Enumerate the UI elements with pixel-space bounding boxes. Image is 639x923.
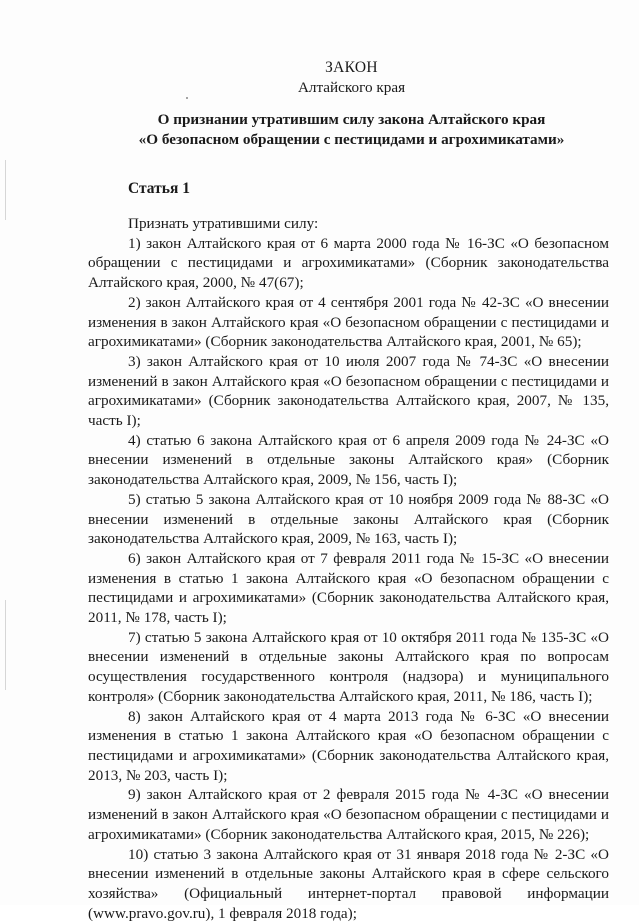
- scan-edge-mark: [5, 160, 6, 220]
- list-item: 3) закон Алтайского края от 10 июля 2007 года № 74-ЗС «О внесении изменений в закон Алтайского края «О безопасном обращении с пестицидами и агрохимикатами» (Сборник законодательства Алтайского края, 2007, № 135, часть I);: [88, 352, 609, 431]
- law-heading: ЗАКОН: [32, 58, 639, 78]
- list-item: 5) статью 5 закона Алтайского края от 10 ноября 2009 года № 88-ЗС «О внесении изменений в отдельные законы Алтайского края (Сборник законодательства Алтайского края, 2009, № 163, часть I);: [88, 490, 609, 549]
- law-region: Алтайского края: [32, 78, 639, 98]
- law-title-line-1: О признании утратившим силу закона Алтайского края: [32, 110, 639, 130]
- list-item: 7) статью 5 закона Алтайского края от 10 октября 2011 года № 135-ЗС «О внесении изменений в отдельные законы Алтайского края по вопросам осуществления государственного контроля (надзора) и муниципального контроля» (Сборник законодательства Алтайского края, 2011, № 186, часть I);: [88, 628, 609, 707]
- article-intro: Признать утратившими силу:: [88, 214, 609, 234]
- article-heading: Статья 1: [128, 179, 190, 199]
- list-item: 9) закон Алтайского края от 2 февраля 2015 года № 4-ЗС «О внесении изменений в закон Алтайского края «О безопасном обращении с пестицидами и агрохимикатами» (Сборник законодательства Алтайского края, 2015, № 226);: [88, 785, 609, 844]
- article-body: [88, 214, 609, 923]
- law-title-line-2: «О безопасном обращении с пестицидами и агрохимикатами»: [32, 130, 639, 150]
- law-title: [32, 110, 639, 149]
- list-item: 4) статью 6 закона Алтайского края от 6 апреля 2009 года № 24-ЗС «О внесении изменений в отдельные законы Алтайского края» (Сборник законодательства Алтайского края, 2009, № 156, часть I);: [88, 431, 609, 490]
- list-item: 10) статью 3 закона Алтайского края от 31 января 2018 года № 2-ЗС «О внесении изменений в отдельные законы Алтайского края в сфере сельского хозяйства» (Официальный интернет-портал правовой информации (www.pravo.gov.ru), 1 февраля 2018 года);: [88, 845, 609, 923]
- scan-edge-mark: [5, 600, 6, 690]
- list-item: 1) закон Алтайского края от 6 марта 2000 года № 16-ЗС «О безопасном обращении с пестицидами и агрохимикатами» (Сборник законодательства Алтайского края, 2000, № 47(67);: [88, 234, 609, 293]
- list-item: 6) закон Алтайского края от 7 февраля 2011 года № 15-ЗС «О внесении изменения в статью 1 закона Алтайского края «О безопасном обращении с пестицидами и агрохимикатами» (Сборник законодательства Алтайского края, 2011, № 178, часть I);: [88, 549, 609, 628]
- list-item: 8) закон Алтайского края от 4 марта 2013 года № 6-ЗС «О внесении изменения в статью 1 закона Алтайского края «О безопасном обращении с пестицидами и агрохимикатами» (Сборник законодательства Алтайского края, 2013, № 203, часть I);: [88, 707, 609, 786]
- list-item: 2) закон Алтайского края от 4 сентября 2001 года № 42-ЗС «О внесении изменения в закон Алтайского края «О безопасном обращении с пестицидами и агрохимикатами» (Сборник законодательства Алтайского края, 2001, № 65);: [88, 293, 609, 352]
